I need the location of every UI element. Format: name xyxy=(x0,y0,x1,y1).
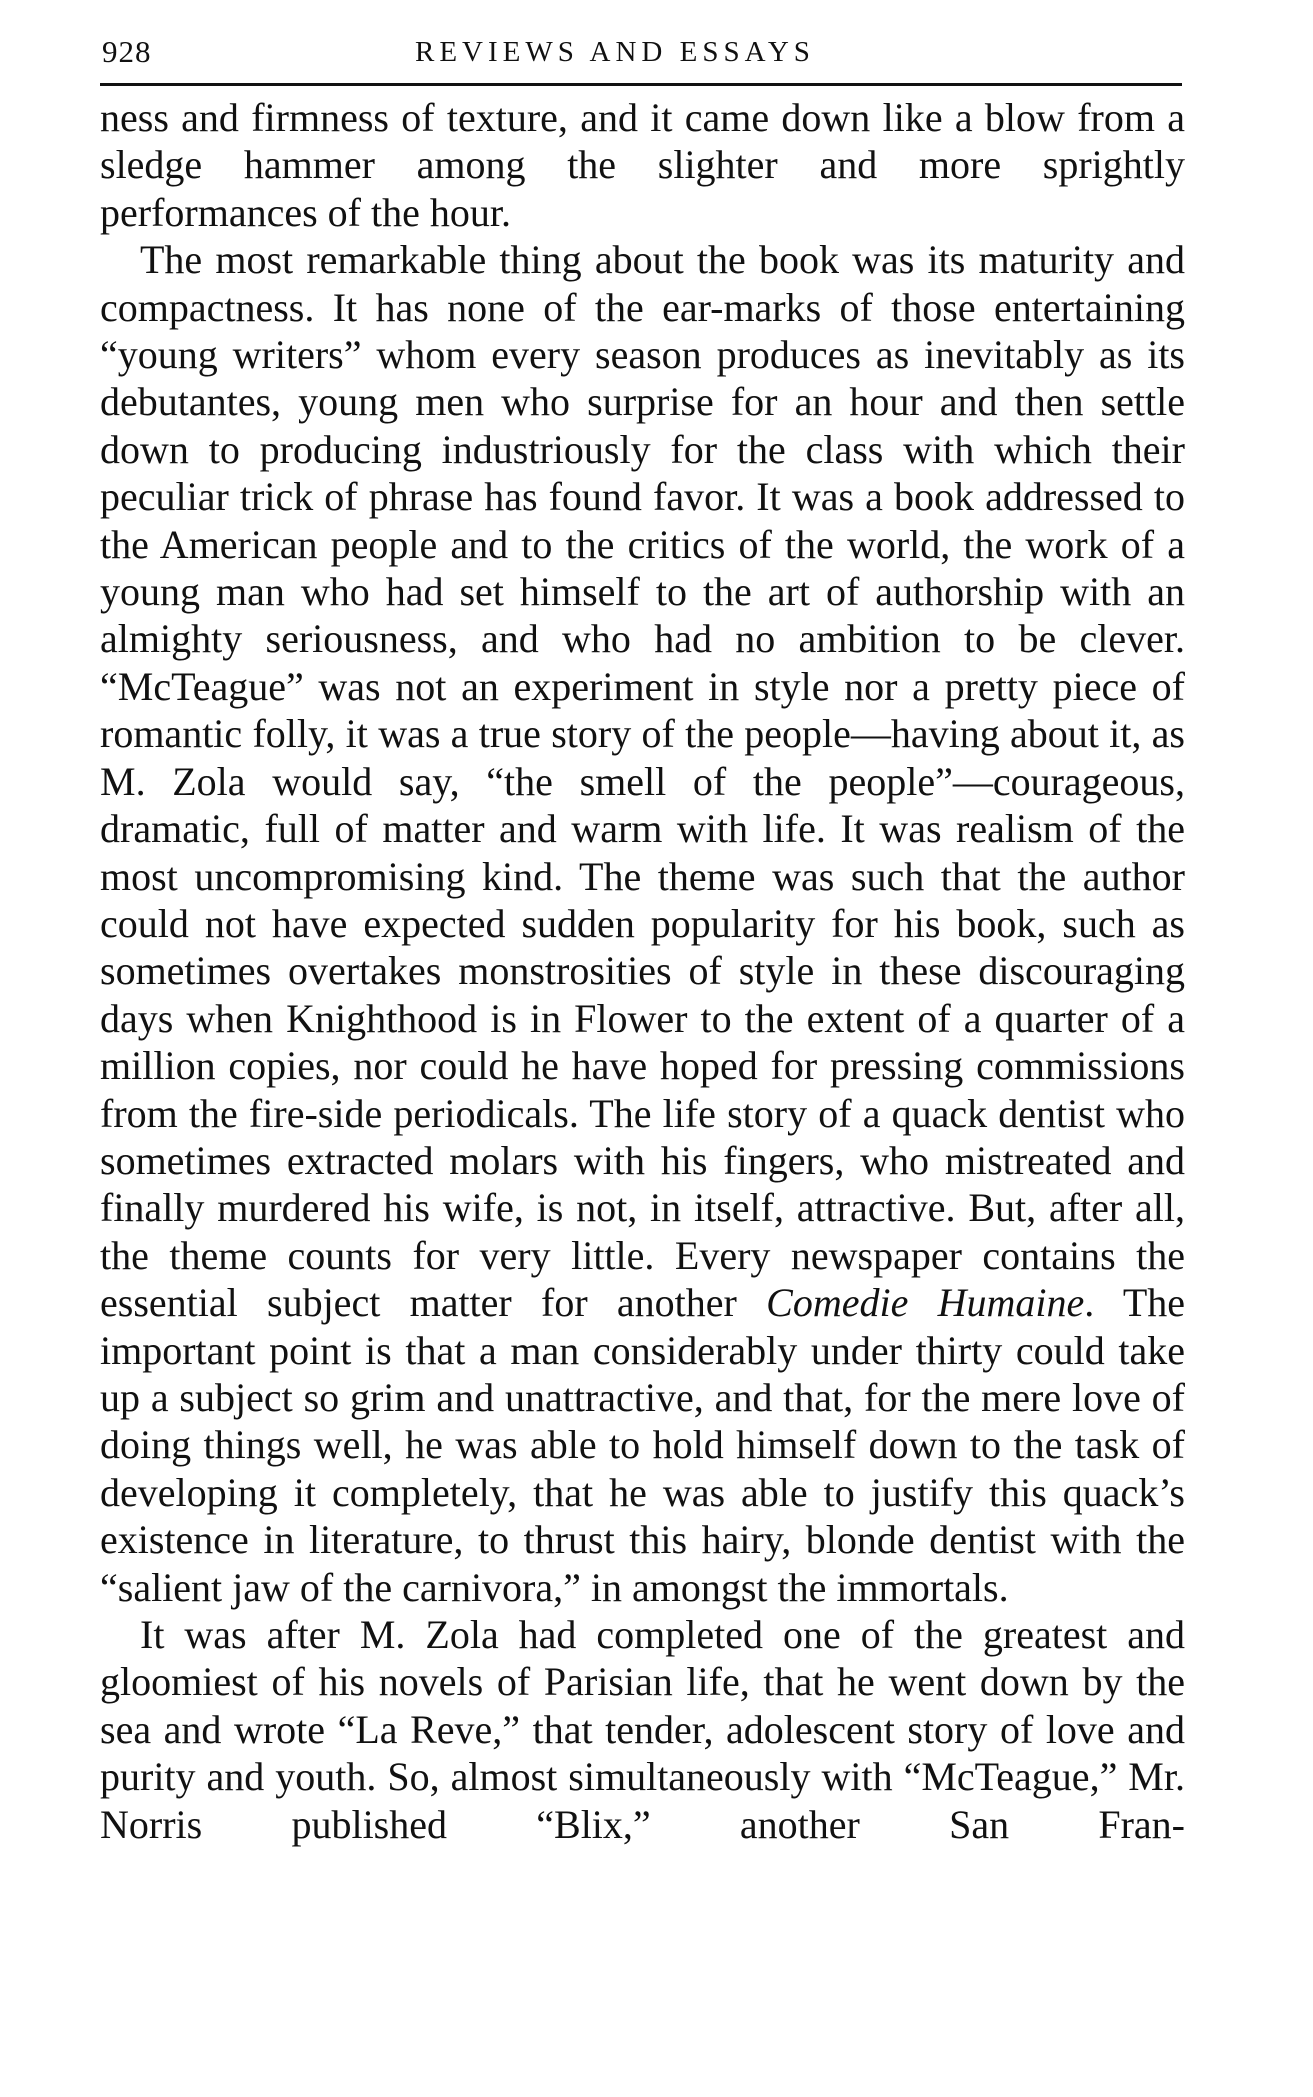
running-title: REVIEWS AND ESSAYS xyxy=(415,36,815,68)
paragraph-3: It was after M. Zola had completed one of the greatest and gloomiest of his novels of Parisian life, that he went down by the sea and wrote “La Reve,” that tender, adolescent story of love and purity and youth. So, almost simultaneously with “McTeague,” Mr. Norris published “Blix,” another San Fran- xyxy=(100,1612,1185,1847)
paragraph-2-text-a: The most remarkable thing about the book was its maturity and compactness. It has none of the ear-marks of those entertaining “young writers” whom every season produces as inevitably as its debutantes, young men who surprise for an hour and then settle down to producing industriously for the class with which their peculiar trick of phrase has found favor. It was a book addressed to the American people and to the critics of the world, the work of a young man who had set himself to the art of authorship with an almighty seriousness, and who had no ambition to be clever. “McTeague” was not an experiment in style nor a pretty piece of romantic folly, it was a true story of the people—having about it, as M. Zola would say, “the smell of the people”—courageous, dramatic, full of matter and warm with life. It was realism of the most uncompromising kind. The theme was such that the author could not have expected sudden popularity for his book, such as sometimes overtakes monstrosities of style in these discouraging days when Knighthood is in Flower to the extent of a quarter of a million copies, nor could he have hoped for pressing commissions from the fire-side periodicals. The life story of a quack dentist who sometimes extracted molars with his fingers, who mistreated and finally murdered his wife, is not, in itself, attractive. But, after all, the theme counts for very little. Every newspaper contains the essential subject matter for another xyxy=(100,237,1185,1326)
paragraph-2-italic-title: Comedie Humaine xyxy=(766,1280,1085,1326)
paragraph-1: ness and firmness of texture, and it came down like a blow from a sledge hammer among the slighter and more sprightly performances of the hour. xyxy=(100,95,1185,235)
paragraph-2 xyxy=(100,236,1185,1611)
paragraph-2-text-b: . The important point is that a man considerably under thirty could take up a subject so grim and unattractive, and that, for the mere love of doing things well, he was able to hold himself down to the task of developing it completely, that he was able to justify this quack’s existence in literature, to thrust this hairy, blonde dentist with the “salient jaw of the carnivora,” in amongst the immortals. xyxy=(100,1280,1186,1610)
header-rule xyxy=(100,83,1182,86)
body-text xyxy=(100,94,1185,1848)
running-head xyxy=(100,30,1185,74)
page-number: 928 xyxy=(102,34,152,69)
book-page xyxy=(100,30,1185,1848)
